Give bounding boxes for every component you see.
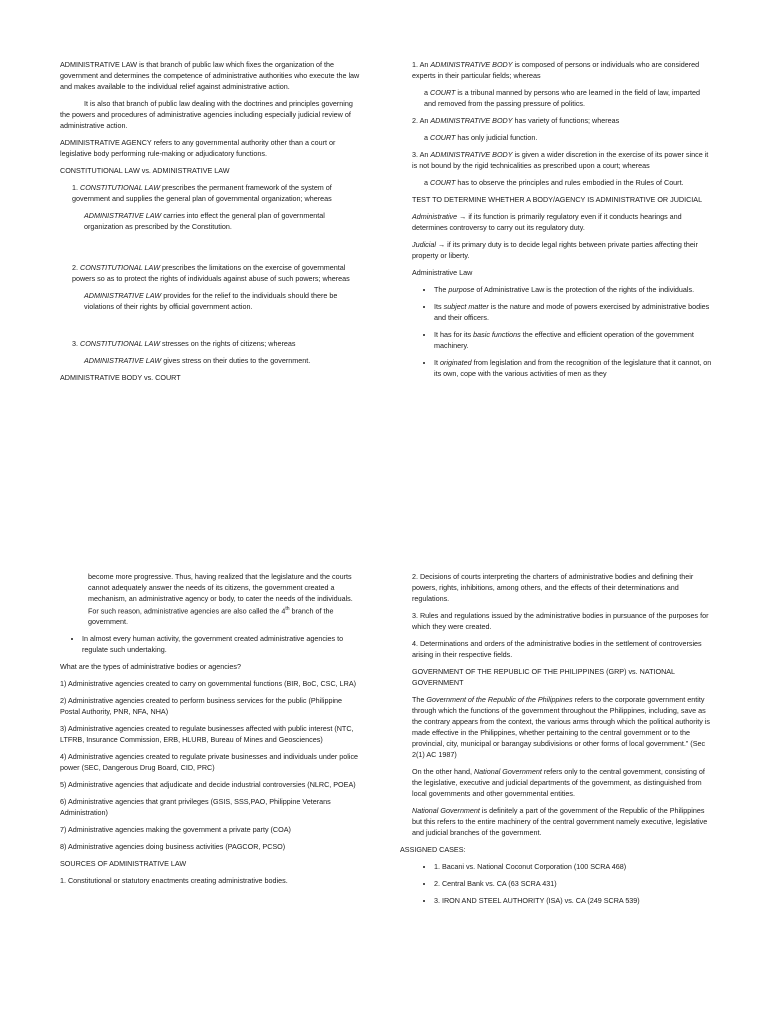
body-vs-court-2a: 2. An ADMINISTRATIVE BODY has variety of functions; whereas — [412, 116, 620, 125]
comparison-1-administrative: ADMINISTRATIVE LAW carries into effect the general plan of governmental organization as prescribed by the Constitution. — [84, 211, 325, 231]
grp-definition: The Government of the Republic of the Philippines refers to the corporate government entity through which the functions of the government throughout the Philippines, including, save as the contrary appears from the context, the various arms through which the political authority is made effective in the Philippines, whether pertaining to the central government or to the provincial, city, municipal or barangay subdivisions or other forms of local government.” (Sec 2(1) AC 1987) — [412, 695, 711, 759]
national-government-note: National Government is definitely a part of the government of the Republic of the Philippines but this refers to the entire machinery of the central government namely executive, legislative and judicial branches of the government. — [412, 806, 708, 837]
admin-law-definition: ADMINISTRATIVE LAW is that branch of public law which fixes the organization of the government and determines the competence of administrative authorities who execute the law and makes available to the individual relief against administrative action. — [60, 60, 360, 91]
comparison-3-constitutional: 3. CONSTITUTIONAL LAW stresses on the rights of citizens; whereas — [72, 339, 296, 348]
list-item: • It originated from legislation and from the recognition of the legislature that it cannot, on its own, cope with the various activities of men as they — [434, 357, 712, 379]
top-right-column — [412, 59, 712, 385]
bottom-left-column — [60, 571, 360, 892]
list-item: 5) Administrative agencies that adjudicate and decide industrial controversies (NLRC, POEA) — [60, 780, 356, 790]
national-government-definition: On the other hand, National Government refers only to the central government, consisting of the legislative, executive and judicial departments of the government, as distinguished from local governments and other governmental entities. — [412, 767, 705, 798]
body-vs-court-1b: a COURT is a tribunal manned by persons who are learned in the field of law, imparted and removed from the passing pressure of politics. — [424, 88, 700, 108]
heading-sources: SOURCES OF ADMINISTRATIVE LAW — [60, 859, 187, 869]
list-item: 2) Administrative agencies created to perform business services for the public (Philippine Postal Authority, PNR, NFA, NHA) — [60, 696, 343, 717]
heading-administrative-law: Administrative Law — [412, 268, 473, 277]
heading-admin-body-vs-court: ADMINISTRATIVE BODY vs. COURT — [60, 373, 181, 382]
body-vs-court-3b: a COURT has to observe the principles and rules embodied in the Rules of Court. — [424, 178, 684, 187]
comparison-1-constitutional: 1. CONSTITUTIONAL LAW prescribes the permanent framework of the system of government and supplies the general plan of governmental organization; whereas — [72, 183, 332, 203]
list-item: 3) Administrative agencies created to regulate businesses affected with public interest (NTC, LTFRB, Insurance Commission, ERB, HLURB, Bureau of Mines and Geosciences) — [60, 724, 354, 745]
source-4: 4. Determinations and orders of the administrative bodies in the settlement of controversies arising in their respective fields. — [412, 639, 702, 659]
test-administrative: Administrative → if its function is primarily regulatory even if it conducts hearings and determines controversy to carry out its regulatory duty. — [412, 212, 682, 232]
bottom-right-column — [400, 571, 712, 912]
body-vs-court-3a: 3. An ADMINISTRATIVE BODY is given a wider discretion in the exercise of its power since it is not bound by the rigid technicalities as prescribed upon a court; whereas — [412, 150, 709, 170]
comparison-2-administrative: ADMINISTRATIVE LAW provides for the relief to the individuals should there be violations of their rights by official government action. — [84, 291, 338, 311]
test-judicial: Judicial → if its primary duty is to decide legal rights between private parties affecting their property or liberty. — [412, 240, 698, 260]
question-types: What are the types of administrative bodies or agencies? — [60, 662, 241, 672]
list-item: • In almost every human activity, the government created administrative agencies to regulate such undertaking. — [82, 633, 360, 655]
source-3: 3. Rules and regulations issued by the administrative bodies in pursuance of the purposes for which they were created. — [412, 611, 709, 631]
assigned-cases-list — [412, 861, 712, 906]
list-item: • Its subject matter is the nature and mode of powers exercised by administrative bodies and their officers. — [434, 301, 712, 323]
list-item: 4) Administrative agencies created to regulate private businesses and individuals under police power (SEC, Dangerous Drug Board, CID, PRC) — [60, 752, 359, 773]
top-left-column — [60, 59, 360, 389]
list-item: • It has for its basic functions the effective and efficient operation of the government machinery. — [434, 329, 712, 351]
comparison-3-administrative: ADMINISTRATIVE LAW gives stress on their duties to the government. — [84, 356, 311, 365]
agency-bullet-list — [60, 633, 360, 655]
body-vs-court-1a: 1. An ADMINISTRATIVE BODY is composed of persons or individuals who are considered experts in their particular fields; whereas — [412, 60, 700, 80]
comparison-2-constitutional: 2. CONSTITUTIONAL LAW prescribes the limitations on the exercise of governmental powers so as to protect the rights of individuals against abuse of such powers; whereas — [72, 263, 350, 283]
heading-grp-vs-national: GOVERNMENT OF THE REPUBLIC OF THE PHILIPPINES (GRP) vs. NATIONAL GOVERNMENT — [412, 667, 675, 687]
heading-test-administrative-or-judicial: TEST TO DETERMINE WHETHER A BODY/AGENCY IS ADMINISTRATIVE OR JUDICIAL — [412, 195, 703, 204]
list-item: 8) Administrative agencies doing business activities (PAGCOR, PCSO) — [60, 842, 286, 852]
continued-paragraph: become more progressive. Thus, having realized that the legislature and the courts cannot adequately answer the needs of its citizens, the government created a mechanism, an administrative agency or body, to cater the needs of the individuals. For such reason, administrative agencies are also called the 4th branch of the government. — [88, 572, 353, 627]
list-item: • 1. Bacani vs. National Coconut Corporation (100 SCRA 468) — [434, 861, 712, 872]
admin-law-second-definition: It is also that branch of public law dealing with the doctrines and principles governing the powers and procedures of administrative agencies including especially judicial review of administrative action. — [60, 99, 353, 130]
source-2: 2. Decisions of courts interpreting the charters of administrative bodies and defining their powers, rights, inhibitions, among others, and the effects of their determinations and regulations. — [412, 572, 694, 603]
list-item: 1) Administrative agencies created to carry on governmental functions (BIR, BoC, CSC, LRA) — [60, 679, 357, 689]
list-item: 6) Administrative agencies that grant privileges (GSIS, SSS,PAO, Philippine Veterans Administration) — [60, 797, 331, 818]
body-vs-court-2b: a COURT has only judicial function. — [424, 133, 538, 142]
admin-agency-definition: ADMINISTRATIVE AGENCY refers to any governmental authority other than a court or legislative body performing rule-making or adjudicatory functions. — [60, 138, 336, 158]
heading-assigned-cases: ASSIGNED CASES: — [400, 845, 466, 854]
source-1: 1. Constitutional or statutory enactments creating administrative bodies. — [60, 876, 288, 886]
list-item: • The purpose of Administrative Law is the protection of the rights of the individuals. — [434, 284, 712, 295]
page-divider — [0, 512, 768, 513]
list-item: • 3. IRON AND STEEL AUTHORITY (ISA) vs. CA (249 SCRA 539) — [434, 895, 712, 906]
administrative-law-bullets — [412, 284, 712, 379]
list-item: 7) Administrative agencies making the government a private party (COA) — [60, 825, 291, 835]
list-item: • 2. Central Bank vs. CA (63 SCRA 431) — [434, 878, 712, 889]
heading-constitutional-vs-administrative: CONSTITUTIONAL LAW vs. ADMINISTRATIVE LAW — [60, 166, 230, 175]
